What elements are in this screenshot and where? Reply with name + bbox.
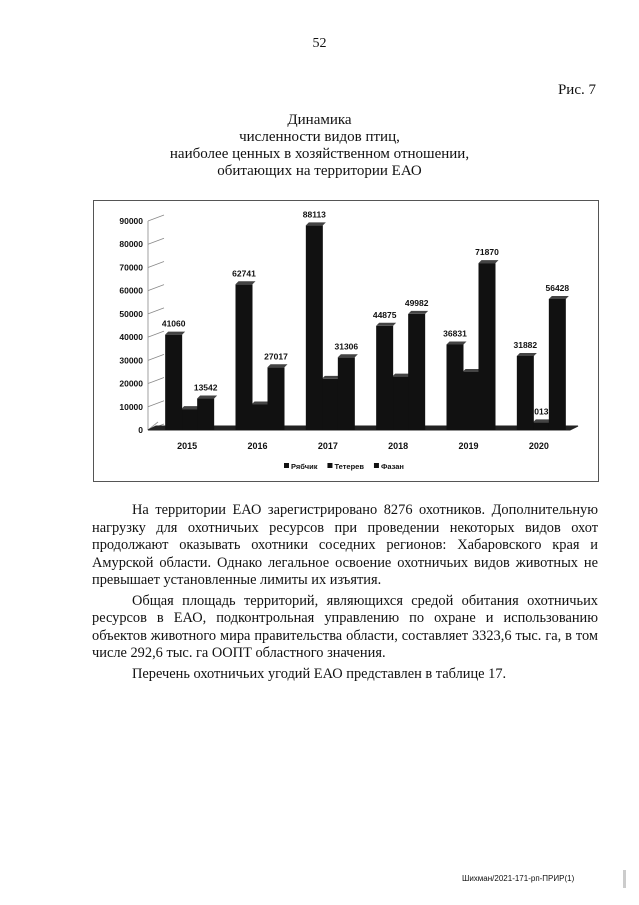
bar-top-Фазан-2016 bbox=[268, 364, 288, 367]
x-tick-label: 2016 bbox=[247, 441, 268, 451]
data-label: 27017 bbox=[264, 351, 288, 362]
legend-label-Фазан: Фазан bbox=[380, 462, 404, 471]
gridline-tick bbox=[148, 378, 164, 384]
bar-Фазан-2018 bbox=[408, 314, 425, 430]
bar-Тетерев-2016 bbox=[252, 404, 269, 430]
data-label: 49982 bbox=[404, 297, 429, 308]
figure-label: Рис. 7 bbox=[557, 82, 596, 98]
footer-code: Шихман/2021-171-рп-ПРИР(1) bbox=[462, 874, 575, 883]
y-tick-label: 10000 bbox=[119, 401, 143, 412]
y-tick-label: 90000 bbox=[119, 216, 143, 226]
gridline-tick bbox=[148, 285, 164, 291]
chart-frame bbox=[93, 200, 599, 482]
data-label: 62741 bbox=[232, 268, 256, 279]
x-tick-label: 2018 bbox=[388, 441, 409, 451]
margin-mark bbox=[623, 870, 626, 888]
bar-chart bbox=[94, 201, 600, 483]
paragraph-1: На территории ЕАО зарегистрировано 8276 охотников. Дополнительную нагрузку для охотничьих ресурсов при проведении некоторых видов охот продолжают оказывать охотники соседних регионов: Хабаровского края и Амурской области. Однако легальное освоение охотничьих видов животных не превышает установленные лимиты их изъятия. bbox=[92, 502, 598, 588]
y-tick-label: 60000 bbox=[119, 285, 143, 296]
body-text bbox=[92, 502, 598, 683]
bar-Тетерев-2019 bbox=[463, 372, 480, 430]
bar-Рябчик-2018 bbox=[376, 326, 393, 430]
data-label: 41060 bbox=[161, 318, 186, 329]
bar-Рябчик-2015 bbox=[165, 335, 182, 430]
data-label: 44875 bbox=[372, 309, 397, 320]
y-tick-label: 70000 bbox=[119, 262, 143, 273]
bar-Тетерев-2015 bbox=[181, 409, 198, 430]
bar-Рябчик-2017 bbox=[306, 225, 323, 430]
gridline-tick bbox=[148, 354, 164, 360]
page-number: 52 bbox=[312, 36, 327, 51]
x-tick-label: 2015 bbox=[177, 441, 198, 451]
data-label: 56428 bbox=[545, 282, 570, 293]
bar-Тетерев-2018 bbox=[392, 377, 409, 430]
bar-Тетерев-2020 bbox=[533, 422, 550, 430]
bar-Фазан-2020 bbox=[549, 299, 566, 430]
bar-Тетерев-2017 bbox=[322, 379, 339, 430]
bar-top-Рябчик-2020 bbox=[517, 353, 537, 356]
bar-top-Рябчик-2017 bbox=[306, 222, 326, 225]
bar-top-Рябчик-2016 bbox=[236, 281, 256, 284]
data-label: 36831 bbox=[443, 328, 467, 339]
data-label: 71870 bbox=[475, 247, 499, 258]
y-tick-label: 30000 bbox=[119, 355, 143, 366]
gridline-tick bbox=[148, 215, 164, 221]
legend-swatch-Тетерев bbox=[327, 463, 332, 468]
paragraph-3: Перечень охотничьих угодий ЕАО представлен в таблице 17. bbox=[132, 665, 507, 682]
legend-swatch-Рябчик bbox=[284, 463, 289, 468]
data-label: 13542 bbox=[193, 382, 218, 393]
y-tick-label: 0 bbox=[138, 425, 143, 435]
y-tick-label: 50000 bbox=[119, 308, 143, 319]
paragraph-2: Общая площадь территорий, являющихся средой обитания охотничьих ресурсов в ЕАО, подконтрольная управлению по охране и использованию объектов животного мира правительства области, составляет 3323,6 тыс. га, в том числе 292,6 тыс. га ООПТ областного значения. bbox=[92, 592, 598, 661]
data-label: 88113 bbox=[302, 209, 326, 220]
gridline-tick bbox=[148, 401, 164, 407]
bar-top-Фазан-2019 bbox=[479, 260, 499, 263]
bar-Рябчик-2020 bbox=[517, 356, 534, 430]
chart-title bbox=[0, 112, 639, 180]
title-line-3: наиболее ценных в хозяйственном отношении, bbox=[169, 146, 470, 162]
bar-top-Рябчик-2015 bbox=[165, 332, 185, 335]
gridline-tick bbox=[148, 261, 164, 267]
y-tick-label: 40000 bbox=[119, 332, 143, 343]
bar-top-Фазан-2017 bbox=[338, 354, 358, 357]
legend-label-Тетерев: Тетерев bbox=[334, 462, 364, 471]
legend-swatch-Фазан bbox=[374, 463, 379, 468]
title-line-1: Динамика bbox=[287, 112, 352, 128]
x-tick-label: 2017 bbox=[317, 441, 338, 451]
gridline-tick bbox=[148, 308, 164, 314]
bar-Фазан-2017 bbox=[338, 357, 355, 430]
data-label: 31882 bbox=[513, 339, 538, 350]
bar-top-Рябчик-2019 bbox=[447, 341, 467, 344]
bar-Рябчик-2016 bbox=[236, 284, 253, 430]
bar-top-Рябчик-2018 bbox=[376, 323, 396, 326]
y-tick-label: 80000 bbox=[119, 239, 143, 250]
bar-Фазан-2015 bbox=[197, 399, 214, 430]
data-label: 31306 bbox=[334, 341, 359, 352]
x-tick-label: 2019 bbox=[458, 441, 479, 451]
gridline-tick bbox=[148, 331, 164, 337]
bar-Рябчик-2019 bbox=[447, 344, 464, 430]
bar-top-Фазан-2018 bbox=[408, 311, 428, 314]
data-label: 013 bbox=[534, 406, 549, 417]
title-line-2: численности видов птиц, bbox=[239, 129, 400, 145]
bar-Фазан-2019 bbox=[479, 263, 496, 430]
legend-label-Рябчик: Рябчик bbox=[291, 462, 318, 471]
title-line-4: обитающих на территории ЕАО bbox=[217, 163, 422, 179]
x-tick-label: 2020 bbox=[528, 441, 549, 451]
gridline-tick bbox=[148, 238, 164, 244]
bar-top-Фазан-2015 bbox=[197, 396, 217, 399]
bar-top-Фазан-2020 bbox=[549, 296, 569, 299]
bar-Фазан-2016 bbox=[268, 367, 285, 430]
y-tick-label: 20000 bbox=[119, 378, 143, 389]
